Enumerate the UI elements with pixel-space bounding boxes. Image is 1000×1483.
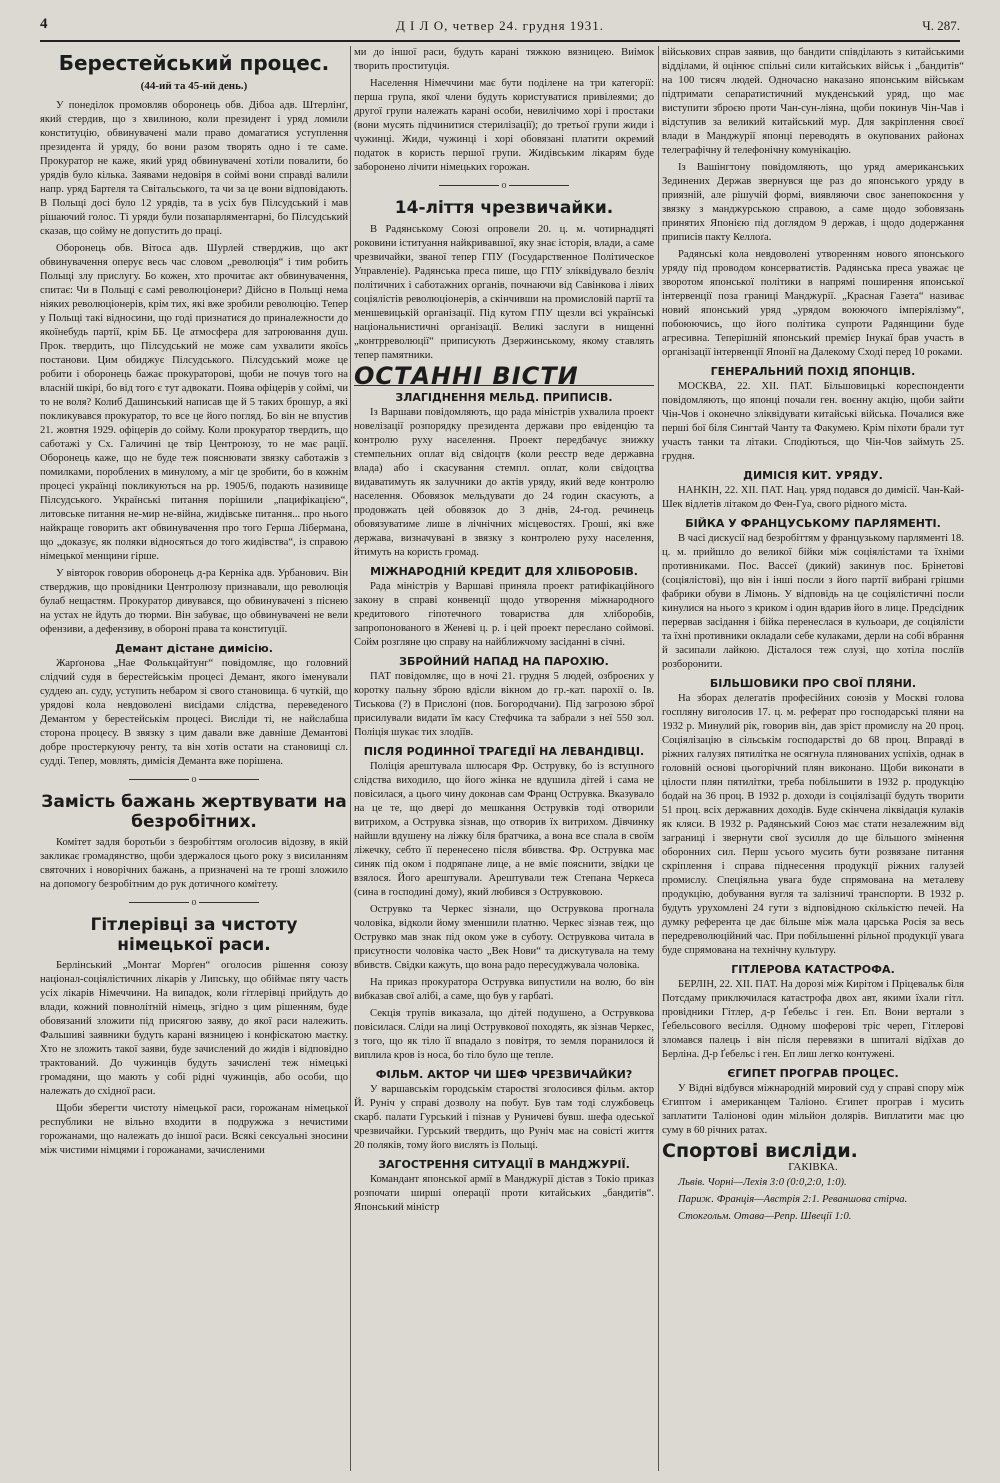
paragraph: У вівторок говорив оборонець д-ра Керніка адв. Урбанович. Він стверджив, що провідники Центролюзу признавали, що революція булаб нещастям. Прокуратор дивувався, що обвинувачені з піснею на устах не йдуть до тюрми. Він забуває, що обвинувачені не вели офензиви, а дефензиву, в обороні права та конституції. bbox=[40, 568, 348, 635]
news-heading: ЗЛАГІДНЕННЯ МЕЛЬД. ПРИПИСІВ. bbox=[395, 390, 613, 404]
sports-result: Стокгольм. Отава—Репр. Швеції 1:0. bbox=[678, 1211, 852, 1222]
news-heading: ГІТЛЕРОВА КАТАСТРОФА. bbox=[731, 963, 895, 976]
paragraph: НАНКІН, 22. XII. ПАТ. Нац. уряд подався до димісії. Чан-Кай-Шек відлетів літаком до Фен-Гуа, свого рідного міста. bbox=[662, 485, 964, 510]
paragraph: військових справ заявив, що бандити співділають з китайськими відділами, й оцінює спільні сили китайських військ і „бандитів“ на 100 тисяч людей. Одночасно наказано японським військам підтримати сепаратистичний мукденський уряд, що має виступити зброєю проти Чан-сун-ліяна, щоби покинув Чін-Чав і відступив за великий китайський мур. Для закріплення своєї влади в Манджурії японці переводять в окупованих районах телеграфічну й телефонічну комунікацію. bbox=[662, 47, 964, 156]
paragraph: Населення Німеччини має бути поділене на три категорії: перша група, якої члени будуть користуватися привілеями; до другої групи належать карані особи, невилічимо хорі і простаки (вони мусять підчинитися стерилізації); до третьої групи жиди і чужинці. Жиди, чужинці і хорі обовязані платити окремий податок в користь першої групи. Жидівським лікарям буде заборонено лічити німецьких горожан. bbox=[354, 78, 654, 173]
column-2 bbox=[354, 46, 654, 1471]
column-1 bbox=[40, 46, 348, 1471]
paragraph: Жарґонова „Нае Фолькцайтунг“ повідомляє, що головний слідчий судя в берестейськім процесі Демант, якого іменували суддею ап. суду, уступить небаром зі свого становища. 6 чуткій, що урядові кола невдоволені висідами слідства, переведеного Демантом у берестейськім процесі. Висліди ті, не найслабша сторона процесу. В звязку з цим давали вже давніше Демантові добре простеркуючу ренту, та він хотів остати на становищі сл. судді. Тепер, мовлять, димісія Деманта вже порішена. bbox=[40, 658, 348, 767]
paragraph: На зборах делегатів професійних союзів у Москві голова госпляну виголосив 17. ц. м. реферат про господарські пляни на 1932 р. Минулий рік, говорив він, дав зріст промислу на 20 проц. Соціялізацію в сільськім господарстві до 68 проц. Вправді в ріжних галузях пятилітка не осягнула плянованих успіхів, однак в головній основі цьогорічний плян виконано. Щоби виконати в цілости плян пятилітки, треба побільшити в 1932 р. продукцію бодай на 36 проц. В 1932 р. доходи із соціялізації будуть творити 51 проц. всіх державних доходів. Буде скінчена ліквідація кулаків як кляси. В 1932 р. Радянський Союз має стати незалежним від заграниці і звернути свої зусилля до ще більшого змінення оборонних сил. Перш усього мусить бути розвязане питання скріплення і справа піднесення продукції ріжних галузей промислу. Спеціяльна увага буде спрямована на металеву продукцію, добування вугля та залізничі транспорти. В 1932 р. будуть урухомлені 24 гути з відповідною скількістю печей. На думку референта це дає більше між мала царська Росія за весь передреволюційний час. При побільшенні рільної продукції увага буде спрямована на технічну культуру. bbox=[662, 693, 964, 956]
paragraph: В часі дискусії над безробіттям у французькому парляменті 18. ц. м. прийшло до великої бійки між соціялістами та їхніми противниками. Пос. Вассеї (дикий) закинув пос. Брінетові (соціялістові), що він і інші посли з його партії вибрані грішми фабрики обуви в Лімонь. У відповідь на це соціялістичні посли кинулися на нього з криком і один вдарив його в лице. Предсідник перервав засідання і бійка перенеслася в кульоари, де соціялісти та їхні противники окладали себе кулаками, дерли на собі вбрання й засипали лайкою. Дісталося теж слузі, що хотіла посліїв розборонити. bbox=[662, 533, 964, 670]
separator: o bbox=[40, 896, 348, 910]
paragraph: Комітет задля боротьби з безробіттям оголосив відозву, в якій закликає громадянство, щоби здержалося цього року з висиланням святочних і новорічних бажань, а призначені на те гроші зложило на допомогу безробітним до рук дотичного комітету. bbox=[40, 837, 348, 891]
paragraph: Оборонець обв. Вітоса адв. Шурлей стверджив, що акт обвинувачення оперує весь час словом „революція“ і тим робить Польщі злу прислугу. Бо кожен, хто прочитає акт обвинувачення, спитає: Чи в Польщі є самі революціонери? Дійсно в Польщі нема ніяких революціонерів, крім тих, які вже зробили революцію. Тепер у Польщі такі відносини, що годі признатися до приналежности до якоїнебудь партії, крім ББ. Це атмосфера для затроювання душ. Прок. твердить, що Пілсудський не може сам ухвалити якоїсь постанови. Цим обиджує Пілсудського. Пілсудський може це робити і оборонець бажає прокураторові, щоби не почув того на власній шкірі, бо від того є тут адвокати. Поява офіцерів у соймі, чи то не воля? Колиб Дашинський написав ще й 5 таких брошур, а які покликувався прокуратор, то все це його погляд. Бо він не впустив 21. жовтня 1929. офіцерів до сойму. Коли прокуратор твердить, що саботажі у Сх. Галичині це твір Центроюзу, то не має рації. Оборонець каже, що не буде теж пояснювати звязку саботажів з помилками, пороблених в минулому, а міг це зробити, бо в кожнім процесі українці покликуються на рр. 1905/6, подають називище Пілсудського. Українські питання порішили „пацифікацією“, литовське питання не-мир не-війна, жидівське питання... про нього найкраще говорить акт обвинувачення про того Герша Ліберманa, що „доказує, як поляки відносяться до того жидівства“, із справою німецької менщини гірше. bbox=[40, 243, 348, 562]
news-heading: ЗБРОЙНИЙ НАПАД НА ПАРОХІЮ. bbox=[399, 654, 609, 668]
column-3 bbox=[662, 46, 964, 1471]
column-rule bbox=[350, 46, 351, 1471]
news-heading: ГЕНЕРАЛЬНИЙ ПОХІД ЯПОНЦІВ. bbox=[710, 365, 916, 378]
article-subtitle: (44-ий та 45-ий день.) bbox=[140, 80, 248, 92]
paragraph: Острувко та Черкес зізнали, що Острувкова прогнала чоловіка, відколи йому зменшили платню. Черкес зізнав теж, що Острувко мав знак під оком уже в суботу. Острувкова читала в присутности чоловіка часто „Век Нови“ та дискутувала на тему вбивств. Свідки кажуть, що вона радо пересуджувала чоловіка. bbox=[354, 903, 654, 971]
paragraph: Берлінський „Монтаґ Морґен“ оголосив рішення союзу націонал-соціялістичних лікарів у Липську, що обіймає пяту часть усіх лікарів Німеччини. На випадок, коли гітлерівці прийдуть до влади, кожний повнолітній німець, згідно з цим рішенням, буде обовязаний зложити під присягою заяву, до якої раси належить. Фальшиві заявники будуть карані вязницею і конфіскатою маєтку. Хто не зложить такої заяви, буде зачислений до жидів і відповідно трактований. До чужинців будуть зачислені теж німецькі громадяни, що мають у собі рідні чужинців, або особи, що належать до східної раси. bbox=[40, 960, 348, 1098]
article-title: 14-ліття чрезвичайки. bbox=[394, 198, 614, 218]
separator: o bbox=[40, 773, 348, 787]
article-title: Гітлерівці за чистоту німецької раси. bbox=[90, 915, 298, 955]
paragraph: У Відні відбувся міжнародній мировий суд у справі спору між Єгиптом і американцем Таліоно. Єгипет програв і мусить заплатити Таліонові один мільйон долярів. Виплатити має цю суму в 60 річних ратах. bbox=[662, 1083, 964, 1136]
paragraph: ПАТ повідомляє, що в ночі 21. грудня 5 людей, озброєних у короткy пальну зброю вдісли вікном до гр.-кат. парохії о. Ів. Тиськова (?) в Прислоні (пов. Богородчани). Під загрозою зброї присилували видати їм касу Стефчика та забрали з неї 550 зол. Поліція шукає тих злодіїв. bbox=[354, 670, 654, 738]
sports-result: Париж. Франція—Австрія 2:1. Реваншова стірча. bbox=[678, 1194, 908, 1205]
news-heading: БІЙКА У ФРАНЦУСЬКОМУ ПАРЛЯМЕНТІ. bbox=[685, 517, 941, 530]
issue-number: Ч. 287. bbox=[922, 18, 960, 33]
paragraph: Командант японської армії в Манджурії дістав з Токіо приказ розпочати ширші операції проти китайських „бандитів“. Японський міністр bbox=[354, 1173, 654, 1213]
section-heading: Демант дістане димісію. bbox=[115, 642, 273, 655]
paragraph: МОСКВА, 22. XII. ПАТ. Більшовицькі кореспонденти повідомляють, що японці почали ген. воєнну акцію, щоби зайти Чін-Чов і оконечно зліквідувати китайські війська. Почалися вже перші бої біля Сингтай Чанту та Факумею. Крім піхоти брали тут участь танки та літаки. Сподіються, що Чін-Чов займуть 25. грудня. bbox=[662, 381, 964, 462]
paragraph: БЕРЛІН, 22. XII. ПАТ. На дорозі між Кирітом і Пріцевальк біля Потсдаму приключилася катастрофа двох авт, якими їхали гітл. провідники Гітлер, д-р Ґебельс і ген. Еп. Вони вертали з Ґебельсового весілля. Одному шоферові тріс череп, Гітлерові зломався палець і він після перевязки в шпиталі відїхав до Берліна. Д-р Ґебельс і ген. Еп лиш легко контужені. bbox=[662, 979, 964, 1060]
paragraph: Секція трупів виказала, що дітей подушено, а Острувкова повісилася. Сліди на лиці Острувкової походять, як зізнав Черкес, з того, що як тіло її впадало з повітря, то земля поранилося й виплила кров із носа, бо тіло було ще тепле. bbox=[354, 1007, 654, 1061]
news-heading: ПІСЛЯ РОДИННОЇ ТРАГЕДІЇ НА ЛЕВАНДІВЦІ. bbox=[363, 744, 645, 758]
paragraph: Поліція арештувала шлюсаря Фр. Острувку, бо із вступного слідства виходило, що його жінка не вдушила дітей і сама не повісилася, а цього чину доконав сам Франц Острувка. Вказувало на це те, що двері до мешкання Острувків тоді отворили витрихом, а Острувка зізнав, що отворив їх витрихом. Дівчинку найшли вдушену на ліжку біля братчика, а вона все спала в своїм ліжечку, себто її перенесено після вбивства. Фр. Острувка має синяк під оком і подряпане лице, а не вміє пояснити, звідки це взялося. Його арештували. Арештували теж Степана Черкеса (сина в господині дому), який любився з Острувковою. bbox=[354, 760, 654, 898]
paragraph: Щоби зберегти чистоту німецької раси, горожанам німецької республики не вільно входити в подружжа з нечистими горожанами, що належать до іншої раси. Всякі сексуальні зносини між чистими німцями і горожанами, зачисленими bbox=[40, 1103, 348, 1157]
news-banner: ОСТАННІ ВІСТИ bbox=[354, 369, 654, 386]
news-heading: ДИМІСІЯ КИТ. УРЯДУ. bbox=[743, 469, 883, 482]
paragraph: Радянські кола невдоволені утворенням нового японського уряду під проводом консервaтистів. Радянська преса уважає це зворотом японської політики в напрямі поширення японської інтервенції поза границі Манджурії. „Красная Газета“ називає новий японський уряд „урядом воюючого імперіялізму“, побоюючись, що його політика супроти Радянщини буде агресивна. Теперішній японський премієр Інукаї брав участь в організації інтервенції Японії на Далекому Сході перед 10 роками. bbox=[662, 249, 964, 358]
news-heading: ЗАГОСТРЕННЯ СИТУАЦІЇ В МАНДЖУРІЇ. bbox=[378, 1157, 630, 1171]
sports-result: Львів. Чорні—Лехія 3:0 (0:0,2:0, 1:0). bbox=[678, 1177, 847, 1188]
paragraph: Із Вашінгтону повідомляють, що уряд американських Зединених Держав звернувся ще раз до японського уряду в приязній, але рішучій формі, виявляючи своє занепокоєння у звязку з манджурською справою, а саме щодо зобовязань принятих Японією під доглядом 9 держав, і щодо додержання приписів пакту Келлоґа. bbox=[662, 162, 964, 243]
paragraph: В Радянському Союзі опровели 20. ц. м. чотирнадцяті роковини іституання найкривавшої, яку знає історія, влади, а саме чрезвичайки, званої тепер ГПУ (Государственное Політическое Управленіе). Радянська преса пише, що ГПУ зліквідувало безліч політичних і саботажних органів, почнаючи від Савінкова і лівих соціялістів революціонерів, а скінчивши на промисловій партії та меншевицькій організації. Під кутом ГПУ щезли всі українські національнистичні організації. Великі заслуги в нищенні „контрреволюції“ приписують Дзержинському, якому ставлять тепер памятники. bbox=[354, 223, 654, 361]
page-number: 4 bbox=[40, 16, 48, 32]
article-title: Берестейський процес. bbox=[58, 51, 330, 75]
column-rule bbox=[658, 46, 659, 1471]
news-heading: МІЖНАРОДНІЙ КРЕДИТ ДЛЯ ХЛІБОРОБІВ. bbox=[370, 564, 638, 578]
news-heading: ЄГИПЕТ ПРОГРАВ ПРОЦЕС. bbox=[727, 1067, 899, 1080]
article-title: Замість бажань жертвувати на безробітних. bbox=[41, 792, 347, 832]
paragraph: На приказ прокуратора Острувка випустили на волю, бо він вибказав свої алібі, а саме, що був у гарбаті. bbox=[354, 976, 654, 1002]
news-heading: ФІЛЬМ. АКТОР ЧИ ШЕФ ЧРЕЗВИЧАЙКИ? bbox=[375, 1067, 633, 1081]
masthead-date: Д І Л О, четвер 24. грудня 1931. bbox=[395, 18, 605, 33]
sports-subtitle: ГАКІВКА. bbox=[788, 1161, 838, 1173]
paragraph: Рада міністрів у Варшаві приняла проект ратифікаційного закону в справі конвенції щодо утворення міжнародного кредитового гіпотечного товариства для хліборобів, запропонованого в Женеві ц. р. і цей проект переслано соймові. Сойм розгляне цю справу на найближчому засіданні в січні. bbox=[354, 580, 654, 648]
news-heading: БІЛЬШОВИКИ ПРО СВОЇ ПЛЯНИ. bbox=[709, 677, 917, 690]
separator: o bbox=[354, 179, 654, 193]
page-header bbox=[40, 14, 960, 42]
paragraph: ми до іншої раси, будуть карані тяжкою вязницею. Виімок творить проституція. bbox=[354, 47, 654, 72]
paragraph: Із Варшави повідомляють, що рада міністрів ухвалила проект новелізації розпорядку президента держави про евіденцію та контролю руху населення. Проект передбачує знижку стемпельних оплат від свідоцтв (коли реєстр веде державна влада) або і скасування стемпл. оплат, коли свідоцтва видаватимуть як залучники до актів уряду, який веде контролю населення. Обовязок мельдувати до 24 годин скасують, а продовжать цей обовязок до 3 днів, 24-год. речинець обовязуватиме лише в лічнічних місцевостях. Гроші, які вже держава, визначувані в звязку з контролею руху населення, йтимуть на користь громад. bbox=[354, 406, 654, 558]
paragraph: У варшавськім городськім старостві зголосився фільм. актор Й. Руніч у справі дозволу на побут. Був там тоді службовець скарб. палати Гурський і пізнав у Руничеві бувш. шефа одеської чрезвичайки. Гурський твердить, що Руніч має на совісті життя 20 поляків, тому його вислять із Польщі. bbox=[354, 1083, 654, 1151]
paragraph: У понеділок промовляв оборонець обв. Дібоа адв. Штерлінґ, який стердив, що з хвилиною, коли президент і уряд ломили конституцію, обвинувачені мали право домагатися уступлення президента й уряду, бо вони разом творять одно і те саме. Прокуратор не каже, який уряд обвинувачені хотіли повалити, бо урядів було кілька. Заявами недовіря в соймі вони справді валили напр. уряд Бартеля та Світальського, та чи за це вони відповідають. В Польщі досі було 12 урядів, та в усіх був Пілсудський і мав рішаючий голос. Ті уряди були позапарляментарні, бо Пілсудський сказав, що сойму не допустить до праці. bbox=[40, 100, 348, 237]
sports-title: Спортові висліди. bbox=[662, 1140, 858, 1162]
